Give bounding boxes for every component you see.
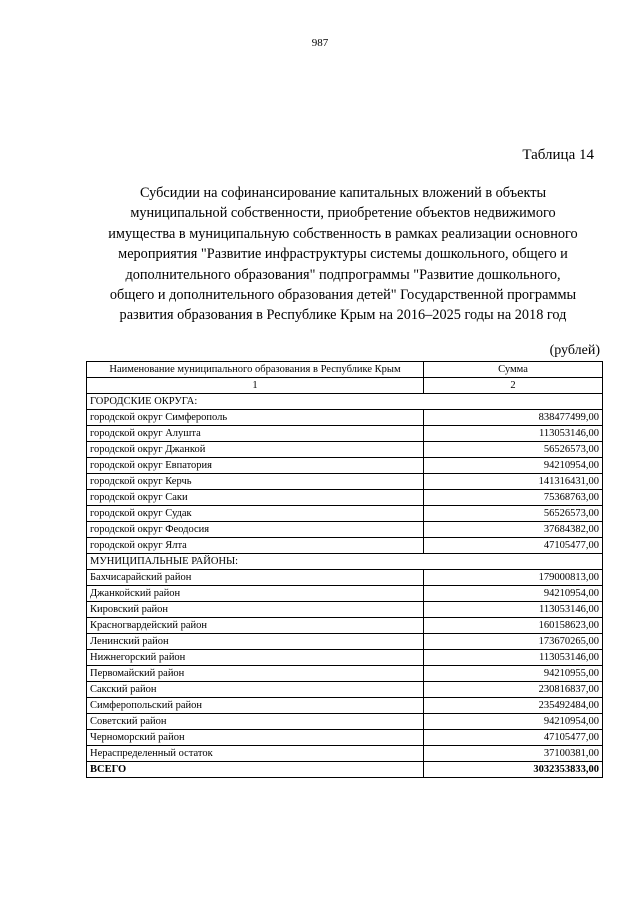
municipality-name: Первомайский район — [87, 666, 424, 682]
municipality-name: городской округ Симферополь — [87, 410, 424, 426]
municipality-name: Черноморский район — [87, 730, 424, 746]
amount-value: 113053146,00 — [424, 602, 603, 618]
amount-value: 56526573,00 — [424, 506, 603, 522]
column-number-row — [87, 378, 603, 394]
column-number: 1 — [87, 378, 424, 394]
municipality-name: городской округ Ялта — [87, 538, 424, 554]
table-row — [87, 746, 603, 762]
municipality-name: городской округ Феодосия — [87, 522, 424, 538]
municipality-name: Кировский район — [87, 602, 424, 618]
total-amount: 3032353833,00 — [424, 762, 603, 778]
amount-value: 235492484,00 — [424, 698, 603, 714]
table-row — [87, 682, 603, 698]
title-line: дополнительного образования" подпрограммы "Развитие дошкольного, — [125, 266, 561, 283]
section-row-city — [87, 394, 603, 410]
amount-value: 173670265,00 — [424, 634, 603, 650]
municipality-name: Красногвардейский район — [87, 618, 424, 634]
municipality-name: городской округ Саки — [87, 490, 424, 506]
table-row — [87, 634, 603, 650]
title-line: муниципальной собственности, приобретение объектов недвижимого — [130, 205, 556, 222]
table-row — [87, 666, 603, 682]
header-row — [87, 362, 603, 378]
section-district-body — [87, 554, 603, 570]
table-row — [87, 522, 603, 538]
municipality-name: городской округ Евпатория — [87, 458, 424, 474]
city-rows — [87, 410, 603, 554]
district-rows — [87, 570, 603, 762]
table-row — [87, 490, 603, 506]
total-row — [87, 762, 603, 778]
title-line: мероприятия "Развитие инфраструктуры системы дошкольного, общего и — [118, 246, 568, 263]
table-row — [87, 570, 603, 586]
table-row — [87, 458, 603, 474]
table-row — [87, 714, 603, 730]
municipality-name: Нераспределенный остаток — [87, 746, 424, 762]
amount-value: 47105477,00 — [424, 730, 603, 746]
header-municipality: Наименование муниципального образования в Республике Крым — [87, 362, 424, 378]
amount-value: 113053146,00 — [424, 426, 603, 442]
table-row — [87, 506, 603, 522]
amount-value: 141316431,00 — [424, 474, 603, 490]
municipality-name: Джанкойский район — [87, 586, 424, 602]
section-row-district — [87, 554, 603, 570]
table-row — [87, 602, 603, 618]
title-line: развития образования в Республике Крым на 2016–2025 годы на 2018 год — [119, 307, 567, 324]
table-row — [87, 538, 603, 554]
table-row — [87, 618, 603, 634]
page-number: 987 — [311, 37, 329, 49]
amount-value: 47105477,00 — [424, 538, 603, 554]
municipality-name: городской округ Джанкой — [87, 442, 424, 458]
header-amount: Сумма — [424, 362, 603, 378]
document-title — [84, 183, 602, 326]
amount-value: 56526573,00 — [424, 442, 603, 458]
municipality-name: Сакский район — [87, 682, 424, 698]
amount-value: 179000813,00 — [424, 570, 603, 586]
column-number: 2 — [424, 378, 603, 394]
table-row — [87, 442, 603, 458]
amount-value: 230816837,00 — [424, 682, 603, 698]
total-body — [87, 762, 603, 778]
subsidy-table — [86, 361, 603, 778]
municipality-name: Советский район — [87, 714, 424, 730]
municipality-name: Симферопольский район — [87, 698, 424, 714]
amount-value: 94210954,00 — [424, 458, 603, 474]
amount-value: 75368763,00 — [424, 490, 603, 506]
title-line: общего и дополнительного образования детей" Государственной программы — [109, 287, 577, 304]
table-row — [87, 730, 603, 746]
municipality-name: Ленинский район — [87, 634, 424, 650]
table-body — [87, 362, 603, 410]
municipality-name: городской округ Алушта — [87, 426, 424, 442]
table-row — [87, 586, 603, 602]
municipality-name: Нижнегорский район — [87, 650, 424, 666]
table-row — [87, 650, 603, 666]
amount-value: 94210955,00 — [424, 666, 603, 682]
title-line: имущества в муниципальную собственность в рамках реализации основного — [108, 225, 578, 242]
municipality-name: городской округ Керчь — [87, 474, 424, 490]
table-row — [87, 474, 603, 490]
section-city-label: ГОРОДСКИЕ ОКРУГА: — [87, 394, 603, 410]
municipality-name: Бахчисарайский район — [87, 570, 424, 586]
total-label: ВСЕГО — [87, 762, 424, 778]
municipality-name: городской округ Судак — [87, 506, 424, 522]
table-row — [87, 698, 603, 714]
amount-value: 160158623,00 — [424, 618, 603, 634]
amount-value: 37100381,00 — [424, 746, 603, 762]
amount-value: 94210954,00 — [424, 586, 603, 602]
amount-value: 838477499,00 — [424, 410, 603, 426]
table-row — [87, 410, 603, 426]
table-label: Таблица 14 — [522, 147, 594, 163]
title-line: Субсидии на софинансирование капитальных вложений в объекты — [139, 185, 547, 201]
amount-value: 94210954,00 — [424, 714, 603, 730]
table-row — [87, 426, 603, 442]
amount-value: 113053146,00 — [424, 650, 603, 666]
units-label: (рублей) — [549, 343, 600, 358]
amount-value: 37684382,00 — [424, 522, 603, 538]
section-district-label: МУНИЦИПАЛЬНЫЕ РАЙОНЫ: — [87, 554, 603, 570]
